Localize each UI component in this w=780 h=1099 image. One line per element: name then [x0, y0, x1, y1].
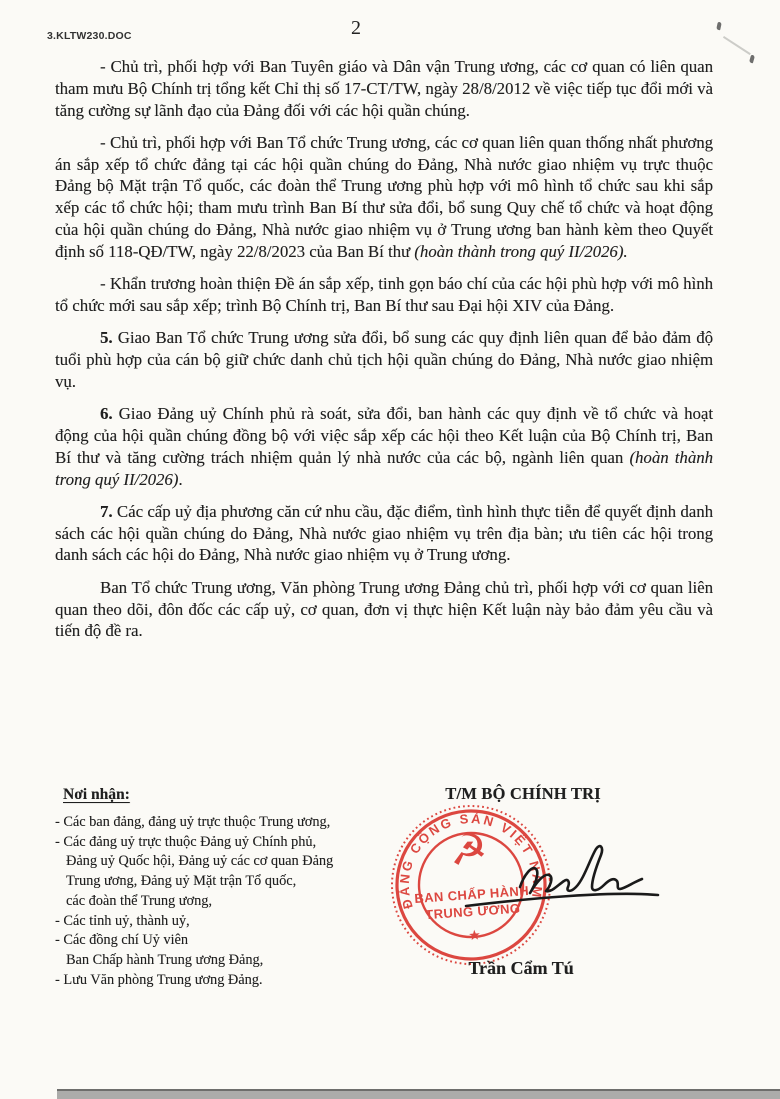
- seal-ring-text: ĐẢNG CỘNG SẢN VIỆT NAM: [396, 810, 546, 911]
- scan-artifact: [716, 22, 722, 31]
- paragraph-italic-note: (hoàn thành trong quý II/2026): [55, 447, 713, 489]
- scan-artifact: [749, 55, 755, 64]
- recipient-line: các đoàn thể Trung ương,: [66, 892, 212, 909]
- paragraph-italic-note: (hoàn thành trong quý II/2026).: [414, 241, 628, 261]
- recipient-line: - Các tỉnh uỷ, thành uỷ,: [55, 912, 190, 929]
- signing-authority: T/M BỘ CHÍNH TRỊ: [445, 784, 601, 803]
- paragraph: [55, 56, 713, 121]
- recipient-line: Đảng uỷ Quốc hội, Đảng uỷ các cơ quan Đảng: [66, 853, 334, 870]
- paragraph-number: 6.: [100, 404, 113, 424]
- seal-center-line1: BAN CHẤP HÀNH: [413, 882, 530, 906]
- recipient-line: - Các đảng uỷ trực thuộc Đảng uỷ Chính phủ,: [55, 833, 317, 850]
- paragraph-text: Ban Tổ chức Trung ương, Văn phòng Trung ương Đảng chủ trì, phối hợp với cơ quan liên quan theo dõi, đôn đốc các cấp uỷ, cơ quan, đơn vị thực hiện Kết luận này bảo đảm yêu cầu và tiến độ đề ra.: [55, 577, 713, 641]
- paragraph-text: Giao Ban Tổ chức Trung ương sửa đổi, bổ sung các quy định liên quan để bảo đảm độ tuổi phù hợp của cán bộ giữ chức danh chủ tịch hội quần chúng do Đảng, Nhà nước giao nhiệm vụ.: [55, 328, 713, 391]
- paragraph: [55, 577, 713, 642]
- paragraph-text: - Chủ trì, phối hợp với Ban Tuyên giáo và Dân vận Trung ương, các cơ quan có liên quan tham mưu Bộ Chính trị tổng kết Chỉ thị số 17-CT/TW, ngày 28/8/2012 về việc tiếp tục đổi mới và tăng cường sự lãnh đạo của Đảng đối với các hội quần chúng.: [55, 57, 713, 120]
- scan-page-edge: [57, 1089, 780, 1099]
- paragraph-text: Giao Đảng uỷ Chính phủ rà soát, sửa đổi, ban hành các quy định về tổ chức và hoạt động của hội quần chúng đồng bộ với việc sắp xếp các hội theo Kết luận của Bộ Chính trị, Ban Bí thư và tăng cường trách nhiệm quản lý nhà nước của các bộ, ngành liên quan: [55, 404, 713, 467]
- signer-name: Trần Cẩm Tú: [468, 958, 574, 978]
- paragraph-text: Các cấp uỷ địa phương căn cứ nhu cầu, đặc điểm, tình hình thực tiễn để quyết định danh sách các hội quần chúng do Đảng, Nhà nước giao nhiệm vụ trên địa bàn; ưu tiên các hội trong danh sách các hội do Đảng, Nhà nước giao nhiệm vụ ở Trung ương.: [55, 501, 713, 565]
- recipients-label-text: Nơi nhận:: [63, 786, 130, 803]
- doc-ref: 3.KLTW230.DOC: [47, 30, 132, 42]
- hammer-sickle-icon: ☭: [448, 823, 490, 876]
- recipient-line: - Các đồng chí Uỷ viên: [55, 932, 189, 949]
- recipient-line: - Lưu Văn phòng Trung ương Đảng.: [55, 971, 263, 988]
- paragraph-number: 5.: [100, 328, 113, 348]
- paragraph-number: 7.: [100, 501, 113, 521]
- page-number: 2: [351, 17, 361, 39]
- paragraph-text: - Khẩn trương hoàn thiện Đề án sắp xếp, tinh gọn báo chí của các hội phù hợp với mô hình tổ chức mới sau sắp xếp; trình Bộ Chính trị, Ban Bí thư sau Đại hội XIV của Đảng.: [55, 274, 713, 315]
- paragraph-text: - Chủ trì, phối hợp với Ban Tổ chức Trung ương, các cơ quan liên quan thống nhất phương án sắp xếp tổ chức đảng tại các hội quần chúng do Đảng, Nhà nước giao nhiệm vụ trực thuộc Đảng bộ Mặt trận Tổ quốc, các đoàn thể Trung ương phù hợp với mô hình tổ chức sau khi sắp xếp các tổ chức hội; tham mưu trình Ban Bí thư sửa đổi, bổ sung Quy chế tổ chức và hoạt động của hội quần chúng do Đảng, Nhà nước giao nhiệm vụ ở Trung ương ban hành kèm theo Quyết định số 118-QĐ/TW, ngày 22/8/2023 của Ban Bí thư: [55, 132, 713, 261]
- signature: [452, 835, 670, 915]
- paragraph: [55, 403, 713, 490]
- paragraph: [55, 327, 713, 392]
- paragraph: [55, 132, 713, 263]
- document-body: [55, 56, 713, 653]
- seal-center-line2: TRUNG ƯƠNG: [424, 900, 521, 923]
- star-icon: ★: [467, 927, 482, 945]
- recipients-label: [63, 786, 130, 804]
- signature-underline: [466, 894, 658, 906]
- recipient-line: - Các ban đảng, đảng uỷ trực thuộc Trung ương,: [55, 814, 331, 830]
- paragraph: [55, 273, 713, 317]
- paragraph: [55, 501, 713, 566]
- paragraph-tail: .: [178, 469, 183, 489]
- recipient-line: Trung ương, Đảng uỷ Mặt trận Tổ quốc,: [66, 873, 297, 890]
- recipient-line: Ban Chấp hành Trung ương Đảng,: [66, 951, 264, 968]
- signature-scribble: [520, 846, 642, 893]
- recipients-list: [55, 813, 333, 990]
- scan-artifact: [723, 36, 751, 55]
